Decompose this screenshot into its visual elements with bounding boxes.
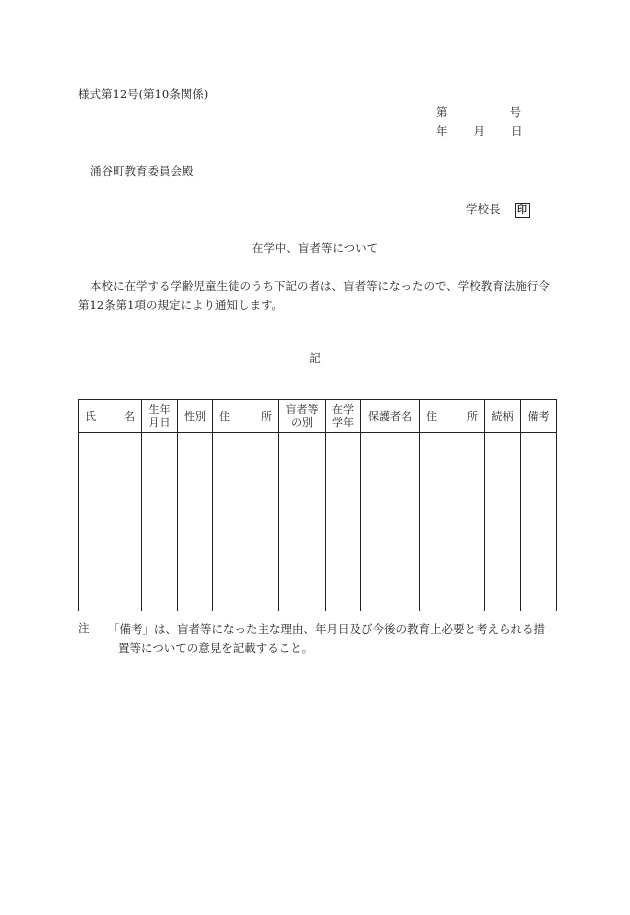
form-number: 様式第12号(第10条関係) <box>78 87 209 101</box>
header-guardian-address: 住 所 <box>420 400 485 433</box>
ki-marker: 記 <box>309 351 321 365</box>
table-row <box>79 433 557 612</box>
note-line-2: 置等についての意見を記載すること。 <box>118 641 314 655</box>
year-label: 年 <box>436 124 448 138</box>
date-line <box>436 123 523 139</box>
body-text: 本校に在学する学齢児童生徒のうち下記の者は、盲者等になったので、学校教育法施行令第12条第1項の規定により通知します。 <box>78 279 550 312</box>
header-grade: 在学 学年 <box>326 400 361 433</box>
student-table <box>78 399 557 611</box>
document-number-line <box>436 104 521 120</box>
header-relationship: 続柄 <box>485 400 521 433</box>
cell-guardian-name[interactable] <box>361 433 420 612</box>
principal-label: 学校長 <box>466 202 501 216</box>
header-address: 住 所 <box>213 400 279 433</box>
principal-signature <box>466 201 530 218</box>
header-sex: 性別 <box>178 400 213 433</box>
cell-sex[interactable] <box>178 433 213 612</box>
note-line-1: 「備考」は、盲者等になった主な理由、年月日及び今後の教育上必要と考えられる措 <box>108 622 545 636</box>
header-name: 氏 名 <box>79 400 142 433</box>
cell-address[interactable] <box>213 433 279 612</box>
addressee: 涌谷町教育委員会殿 <box>90 164 194 178</box>
note-label: 注 <box>78 621 90 635</box>
document-title: 在学中、盲者等について <box>251 241 379 255</box>
number-suffix: 号 <box>509 105 521 119</box>
day-label: 日 <box>511 124 523 138</box>
cell-birthdate[interactable] <box>142 433 178 612</box>
header-disability-type: 盲者等 の別 <box>279 400 326 433</box>
cell-relationship[interactable] <box>485 433 521 612</box>
cell-remarks[interactable] <box>521 433 557 612</box>
cell-guardian-address[interactable] <box>420 433 485 612</box>
seal-icon: 印 <box>515 203 530 218</box>
table-header-row <box>79 400 557 433</box>
header-remarks: 備考 <box>521 400 557 433</box>
header-birthdate: 生年 月日 <box>142 400 178 433</box>
note-text <box>108 620 558 658</box>
cell-disability-type[interactable] <box>279 433 326 612</box>
header-guardian-name: 保護者名 <box>361 400 420 433</box>
number-prefix: 第 <box>436 105 448 119</box>
cell-grade[interactable] <box>326 433 361 612</box>
month-label: 月 <box>473 124 485 138</box>
cell-name[interactable] <box>79 433 142 612</box>
